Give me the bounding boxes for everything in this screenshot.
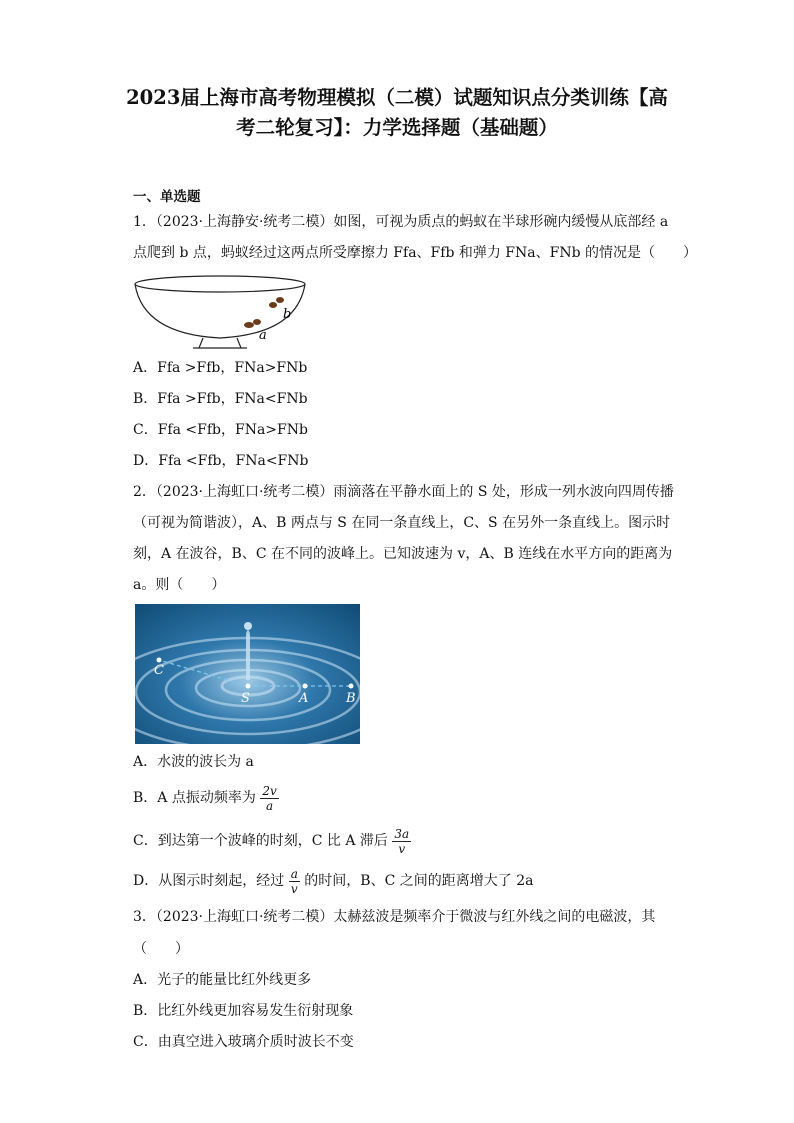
q2-option-c-text: C．到达第一个波峰的时刻，C 比 A 滞后	[133, 833, 388, 849]
point-label-b: B	[346, 691, 356, 706]
ant-b	[269, 297, 284, 308]
q1-stem-line-2: 点爬到 b 点，蚂蚁经过这两点所受摩擦力 Ffa、Ffb 和弹力 FNa、FNb 的情况是（ ）	[133, 245, 697, 261]
fraction-numerator: 3a	[394, 826, 410, 841]
ant-a	[244, 319, 261, 328]
q2-stem-line-2: （可视为简谐波），A、B 两点与 S 在同一条直线上，C、S 在另外一条直线上。图示时	[133, 515, 671, 531]
q2-option-d[interactable]	[133, 866, 533, 896]
page-title-line-2: 考二轮复习】：力学选择题（基础题）	[236, 116, 558, 139]
fraction-denominator: a	[265, 798, 274, 813]
q1-option-c[interactable]: C．Ffa <Ffb，FNa>FNb	[133, 422, 308, 438]
q1-option-b[interactable]: B．Ffa >Ffb，FNa<FNb	[133, 391, 308, 407]
fraction	[392, 827, 411, 856]
q2-option-b-text: B．A 点振动频率为	[133, 790, 256, 806]
q2-option-a[interactable]: A．水波的波长为 a	[133, 754, 254, 770]
q1-option-d[interactable]: D．Ffa <Ffb，FNa<FNb	[133, 453, 309, 469]
q1-option-a[interactable]: A．Ffa >Ffb，FNa>FNb	[133, 360, 308, 376]
water-ripple-figure	[135, 604, 360, 744]
fraction-numerator: 2v	[262, 783, 277, 798]
q3-stem-line-1: 3．（2023·上海虹口·统考二模）太赫兹波是频率介于微波与红外线之间的电磁波，其	[133, 909, 656, 925]
page-title-line-1: 2023届上海市高考物理模拟（二模）试题知识点分类训练【高	[126, 86, 668, 109]
section-heading: 一、单选题	[133, 189, 201, 205]
fraction-denominator: v	[398, 841, 406, 856]
q2-stem-line-4: a。则（ ）	[133, 577, 226, 593]
q2-option-b[interactable]	[133, 783, 279, 813]
label-b: b	[283, 307, 292, 322]
fraction-numerator: a	[290, 866, 298, 881]
fraction	[289, 867, 300, 896]
point-label-s: S	[241, 691, 250, 706]
fraction-denominator: v	[290, 881, 298, 896]
bowl-figure	[133, 272, 308, 352]
q3-stem-line-2: （ ）	[133, 941, 189, 957]
q2-option-c[interactable]	[133, 826, 411, 856]
point-label-c: C	[154, 663, 164, 678]
q2-stem-line-1: 2．（2023·上海虹口·统考二模）雨滴落在平静水面上的 S 处，形成一列水波向四周传播	[133, 484, 674, 500]
q3-option-c[interactable]: C．由真空进入玻璃介质时波长不变	[133, 1034, 354, 1050]
q1-stem-line-1: 1．（2023·上海静安·统考二模）如图，可视为质点的蚂蚁在半球形碗内缓慢从底部经 a	[133, 214, 669, 230]
label-a: a	[259, 328, 267, 343]
q2-option-d-text-end: 的时间，B、C 之间的距离增大了 2a	[304, 873, 534, 889]
q3-option-b[interactable]: B．比红外线更加容易发生衍射现象	[133, 1003, 354, 1019]
q3-option-a[interactable]: A．光子的能量比红外线更多	[133, 972, 312, 988]
point-label-a: A	[299, 691, 309, 706]
q2-stem-line-3: 刻，A 在波谷，B、C 在不同的波峰上。已知波速为 v，A、B 连线在水平方向的距离为	[133, 546, 673, 562]
fraction	[260, 784, 278, 813]
q2-option-d-text: D．从图示时刻起，经过	[133, 873, 285, 889]
